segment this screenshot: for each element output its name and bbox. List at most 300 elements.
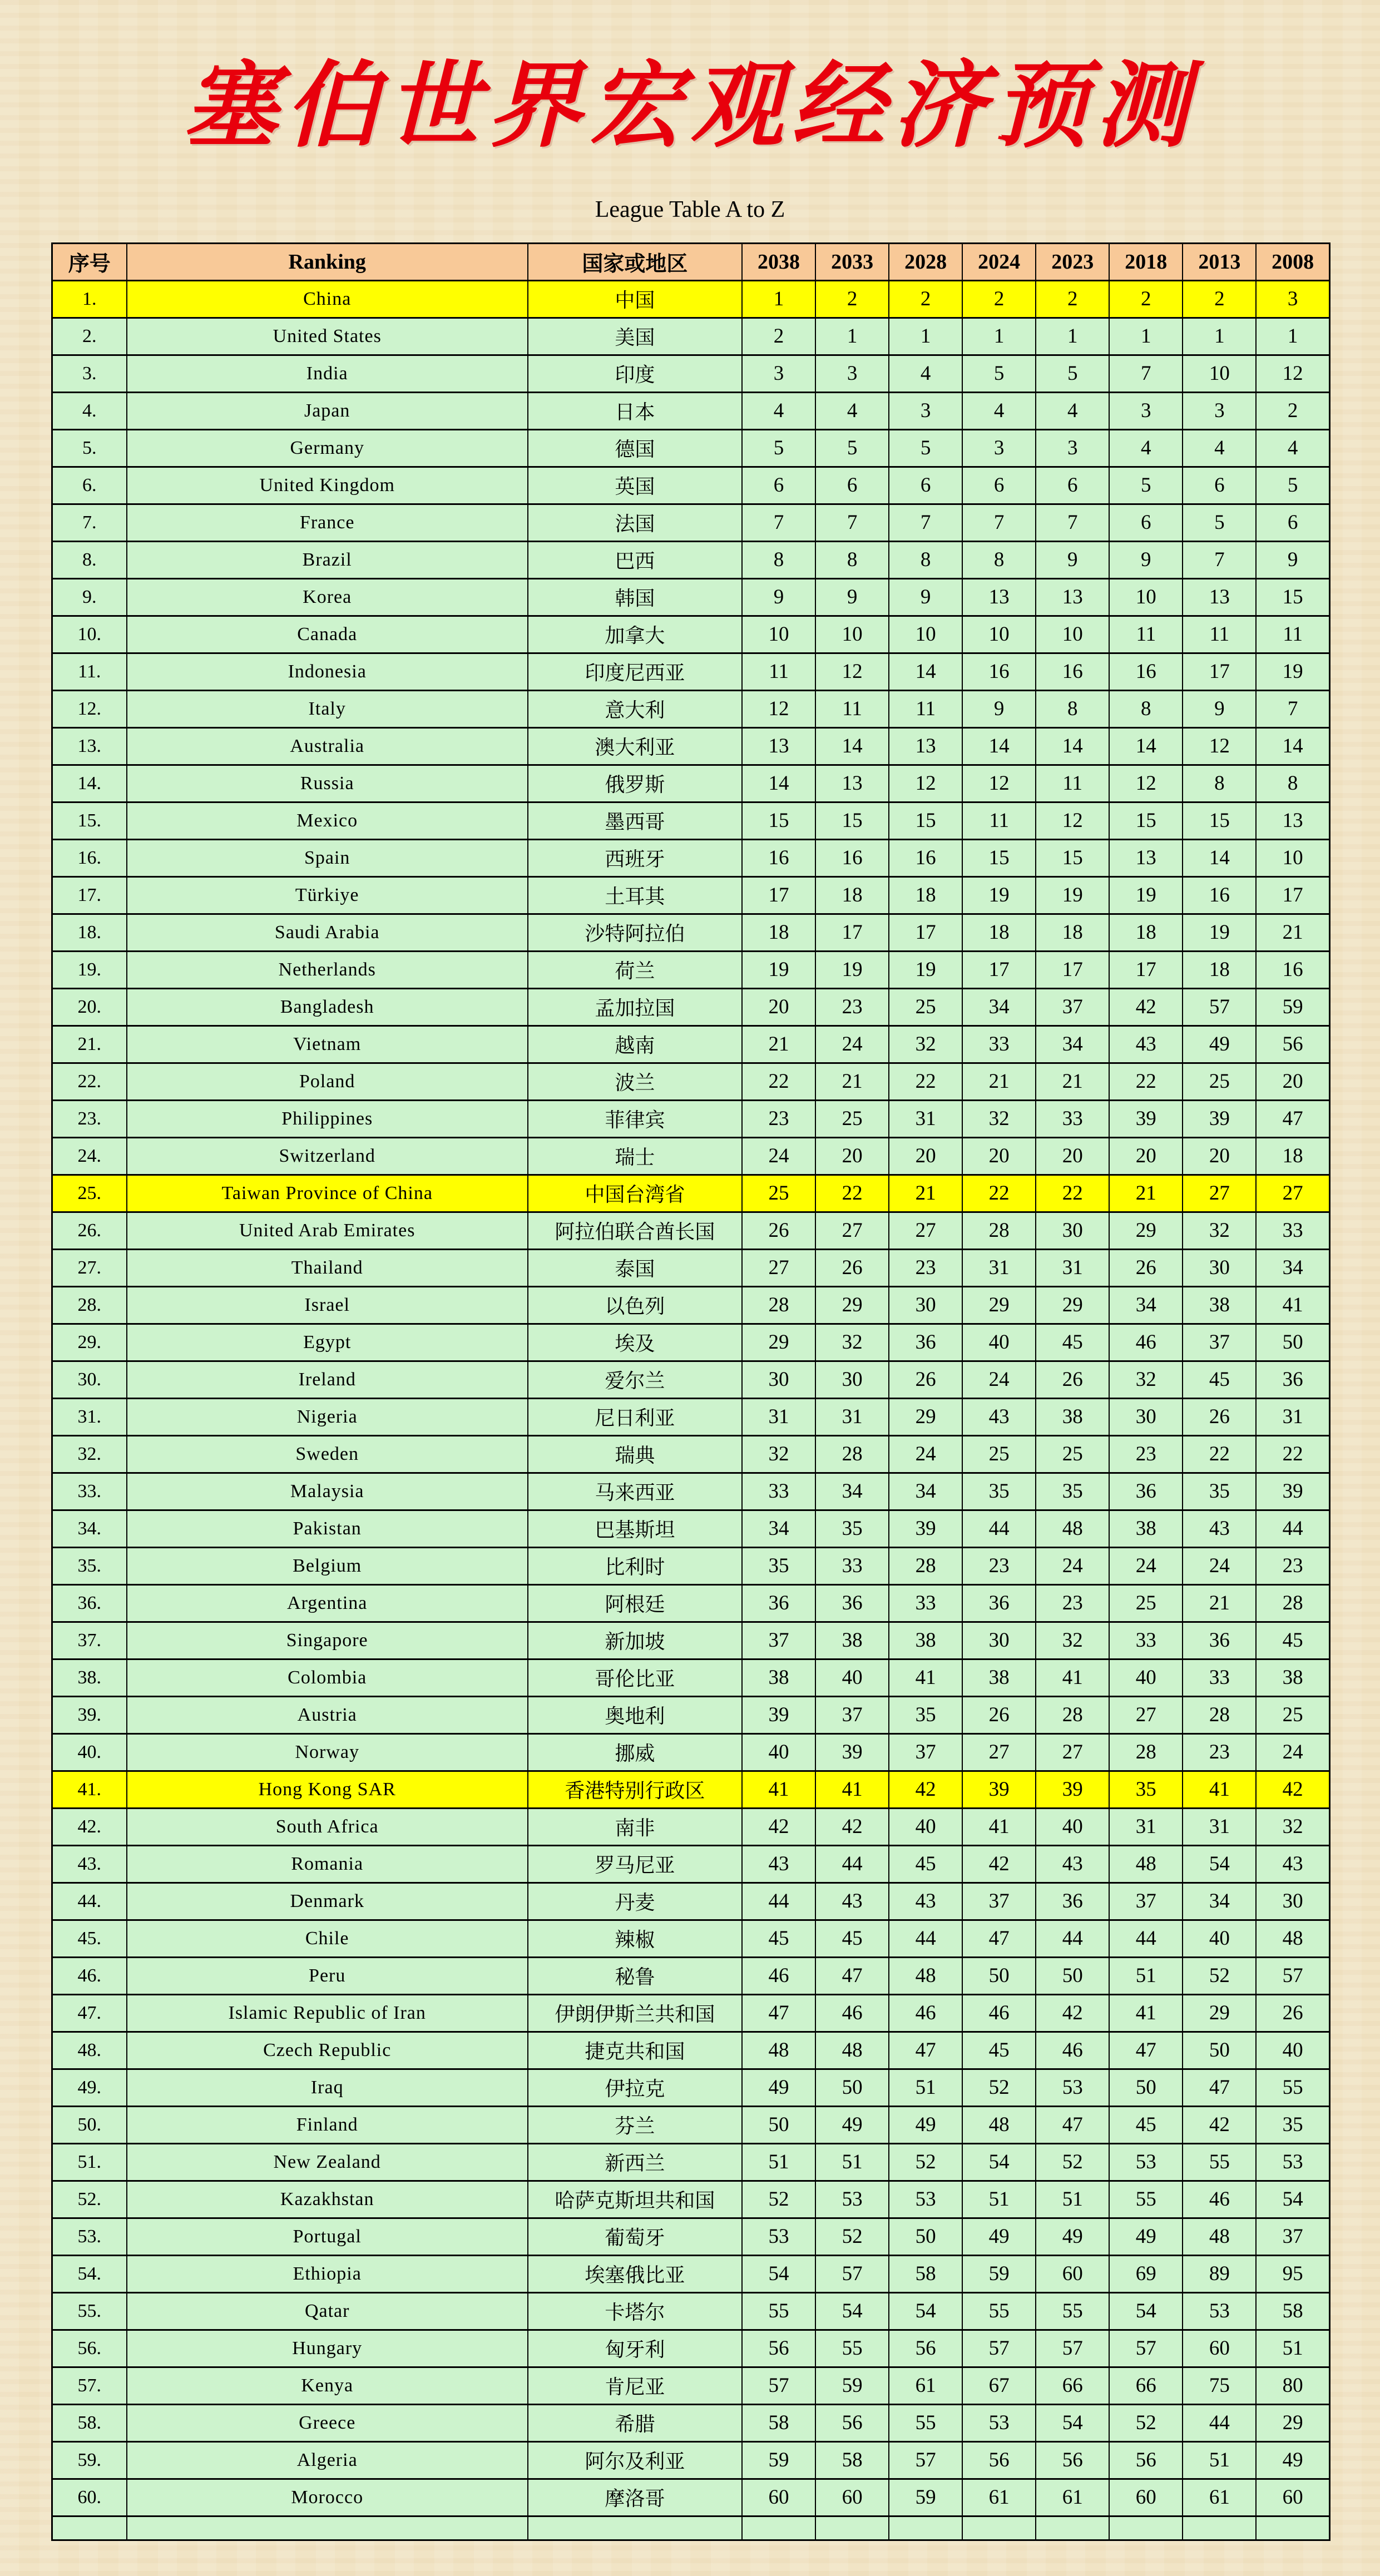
rank-value-cell: 20 xyxy=(962,1137,1036,1175)
rank-value-cell: 24 xyxy=(742,1137,815,1175)
rank-value-cell: 29 xyxy=(1256,2404,1329,2441)
rank-value-cell: 43 xyxy=(1183,1510,1256,1547)
rank-value-cell: 44 xyxy=(1183,2404,1256,2441)
rank-value-cell: 51 xyxy=(742,2143,815,2181)
rank-value-cell: 1 xyxy=(1036,318,1109,355)
country-zh-cell: 葡萄牙 xyxy=(528,2218,742,2255)
rank-value-cell: 42 xyxy=(962,1845,1036,1883)
country-zh-cell: 丹麦 xyxy=(528,1883,742,1920)
rank-value-cell: 75 xyxy=(1183,2367,1256,2404)
rank-value-cell: 53 xyxy=(742,2218,815,2255)
country-en-cell: Russia xyxy=(127,765,528,802)
rank-value-cell: 14 xyxy=(1109,727,1183,765)
row-index-cell: 33. xyxy=(52,1473,127,1510)
rank-value-cell: 26 xyxy=(742,1212,815,1249)
country-en-cell: Sweden xyxy=(127,1435,528,1473)
empty-cell xyxy=(52,2516,127,2540)
country-en-cell: Spain xyxy=(127,839,528,876)
country-zh-cell: 匈牙利 xyxy=(528,2330,742,2367)
rank-value-cell: 53 xyxy=(962,2404,1036,2441)
rank-value-cell: 10 xyxy=(742,616,815,653)
rank-value-cell: 37 xyxy=(1256,2218,1329,2255)
rank-value-cell: 57 xyxy=(1109,2330,1183,2367)
rank-value-cell: 6 xyxy=(1036,467,1109,504)
country-zh-cell: 泰国 xyxy=(528,1249,742,1286)
rank-value-cell: 2 xyxy=(962,280,1036,318)
country-zh-cell: 埃及 xyxy=(528,1324,742,1361)
row-index-cell: 2. xyxy=(52,318,127,355)
column-header: 序号 xyxy=(52,243,127,280)
rank-value-cell: 50 xyxy=(815,2069,889,2106)
rank-value-cell: 41 xyxy=(962,1808,1036,1845)
rank-value-cell: 11 xyxy=(742,653,815,690)
rank-value-cell: 35 xyxy=(962,1473,1036,1510)
country-zh-cell: 巴基斯坦 xyxy=(528,1510,742,1547)
rank-value-cell: 15 xyxy=(1183,802,1256,839)
rank-value-cell: 33 xyxy=(815,1547,889,1584)
rank-value-cell: 58 xyxy=(815,2441,889,2479)
rank-value-cell: 30 xyxy=(962,1622,1036,1659)
rank-value-cell: 1 xyxy=(742,280,815,318)
rank-value-cell: 3 xyxy=(1109,392,1183,429)
table-row xyxy=(52,1286,1330,1324)
country-zh-cell: 阿尔及利亚 xyxy=(528,2441,742,2479)
country-en-cell: Taiwan Province of China xyxy=(127,1175,528,1212)
rank-value-cell: 40 xyxy=(815,1659,889,1696)
rank-value-cell: 28 xyxy=(962,1212,1036,1249)
rank-value-cell: 33 xyxy=(1036,1100,1109,1137)
rank-value-cell: 48 xyxy=(1036,1510,1109,1547)
rank-value-cell: 59 xyxy=(889,2479,962,2516)
country-zh-cell: 印度尼西亚 xyxy=(528,653,742,690)
rank-value-cell: 20 xyxy=(1109,1137,1183,1175)
empty-cell xyxy=(1183,2516,1256,2540)
rank-value-cell: 21 xyxy=(1256,914,1329,951)
rank-value-cell: 18 xyxy=(1256,1137,1329,1175)
empty-cell xyxy=(815,2516,889,2540)
rank-value-cell: 12 xyxy=(1256,355,1329,392)
rank-value-cell: 48 xyxy=(815,2032,889,2069)
row-index-cell: 54. xyxy=(52,2255,127,2292)
rank-value-cell: 18 xyxy=(1036,914,1109,951)
country-zh-cell: 阿拉伯联合酋长国 xyxy=(528,1212,742,1249)
rank-value-cell: 51 xyxy=(815,2143,889,2181)
rank-value-cell: 23 xyxy=(815,988,889,1026)
row-index-cell: 6. xyxy=(52,467,127,504)
rank-value-cell: 13 xyxy=(1109,839,1183,876)
rank-value-cell: 54 xyxy=(889,2292,962,2330)
rank-value-cell: 27 xyxy=(1036,1733,1109,1771)
rank-value-cell: 15 xyxy=(815,802,889,839)
country-en-cell: Belgium xyxy=(127,1547,528,1584)
table-row xyxy=(52,2441,1330,2479)
country-en-cell: Indonesia xyxy=(127,653,528,690)
rank-value-cell: 15 xyxy=(1036,839,1109,876)
country-en-cell: Saudi Arabia xyxy=(127,914,528,951)
rank-value-cell: 10 xyxy=(1256,839,1329,876)
rank-value-cell: 19 xyxy=(1256,653,1329,690)
rank-value-cell: 42 xyxy=(1256,1771,1329,1808)
rank-value-cell: 1 xyxy=(1183,318,1256,355)
rank-value-cell: 5 xyxy=(1256,467,1329,504)
table-row xyxy=(52,467,1330,504)
rank-value-cell: 26 xyxy=(889,1361,962,1398)
rank-value-cell: 22 xyxy=(1109,1063,1183,1100)
rank-value-cell: 13 xyxy=(742,727,815,765)
rank-value-cell: 2 xyxy=(742,318,815,355)
rank-value-cell: 50 xyxy=(962,1957,1036,1994)
rank-value-cell: 40 xyxy=(889,1808,962,1845)
rank-value-cell: 34 xyxy=(889,1473,962,1510)
row-index-cell: 5. xyxy=(52,429,127,467)
rank-value-cell: 36 xyxy=(742,1584,815,1622)
row-index-cell: 1. xyxy=(52,280,127,318)
rank-value-cell: 20 xyxy=(889,1137,962,1175)
rank-value-cell: 13 xyxy=(1036,578,1109,616)
rank-value-cell: 29 xyxy=(889,1398,962,1435)
rank-value-cell: 16 xyxy=(815,839,889,876)
rank-value-cell: 9 xyxy=(1109,541,1183,578)
row-index-cell: 49. xyxy=(52,2069,127,2106)
empty-cell xyxy=(1109,2516,1183,2540)
rank-value-cell: 31 xyxy=(1036,1249,1109,1286)
rank-value-cell: 4 xyxy=(742,392,815,429)
row-index-cell: 40. xyxy=(52,1733,127,1771)
table-row xyxy=(52,1026,1330,1063)
table-row xyxy=(52,504,1330,541)
rank-value-cell: 9 xyxy=(815,578,889,616)
row-index-cell: 7. xyxy=(52,504,127,541)
rank-value-cell: 49 xyxy=(889,2106,962,2143)
rank-value-cell: 49 xyxy=(962,2218,1036,2255)
table-row xyxy=(52,951,1330,988)
rank-value-cell: 34 xyxy=(1109,1286,1183,1324)
rank-value-cell: 45 xyxy=(889,1845,962,1883)
rank-value-cell: 33 xyxy=(962,1026,1036,1063)
rank-value-cell: 28 xyxy=(1036,1696,1109,1733)
table-row xyxy=(52,1584,1330,1622)
rank-value-cell: 55 xyxy=(1036,2292,1109,2330)
rank-value-cell: 32 xyxy=(1256,1808,1329,1845)
rank-value-cell: 57 xyxy=(1256,1957,1329,1994)
rank-value-cell: 15 xyxy=(742,802,815,839)
rank-value-cell: 56 xyxy=(815,2404,889,2441)
country-en-cell: Egypt xyxy=(127,1324,528,1361)
rank-value-cell: 56 xyxy=(962,2441,1036,2479)
country-en-cell: France xyxy=(127,504,528,541)
rank-value-cell: 37 xyxy=(815,1696,889,1733)
rank-value-cell: 35 xyxy=(889,1696,962,1733)
table-row xyxy=(52,1175,1330,1212)
rank-value-cell: 23 xyxy=(1256,1547,1329,1584)
rank-value-cell: 19 xyxy=(1036,876,1109,914)
row-index-cell: 24. xyxy=(52,1137,127,1175)
rank-value-cell: 19 xyxy=(1183,914,1256,951)
rank-value-cell: 25 xyxy=(1036,1435,1109,1473)
row-index-cell: 43. xyxy=(52,1845,127,1883)
row-index-cell: 11. xyxy=(52,653,127,690)
row-index-cell: 32. xyxy=(52,1435,127,1473)
rank-value-cell: 9 xyxy=(962,690,1036,727)
rank-value-cell: 40 xyxy=(742,1733,815,1771)
rank-value-cell: 61 xyxy=(962,2479,1036,2516)
rank-value-cell: 19 xyxy=(962,876,1036,914)
rank-value-cell: 49 xyxy=(1036,2218,1109,2255)
rank-value-cell: 51 xyxy=(889,2069,962,2106)
rank-value-cell: 47 xyxy=(962,1920,1036,1957)
table-row xyxy=(52,2181,1330,2218)
rank-value-cell: 18 xyxy=(962,914,1036,951)
rank-value-cell: 18 xyxy=(742,914,815,951)
country-en-cell: India xyxy=(127,355,528,392)
rank-value-cell: 55 xyxy=(1256,2069,1329,2106)
country-en-cell: Finland xyxy=(127,2106,528,2143)
table-row xyxy=(52,876,1330,914)
rank-value-cell: 47 xyxy=(742,1994,815,2032)
country-en-cell: Romania xyxy=(127,1845,528,1883)
rank-value-cell: 34 xyxy=(1036,1026,1109,1063)
row-index-cell: 59. xyxy=(52,2441,127,2479)
rank-value-cell: 40 xyxy=(1109,1659,1183,1696)
rank-value-cell: 27 xyxy=(742,1249,815,1286)
rank-value-cell: 17 xyxy=(1036,951,1109,988)
rank-value-cell: 95 xyxy=(1256,2255,1329,2292)
rank-value-cell: 4 xyxy=(962,392,1036,429)
rank-value-cell: 27 xyxy=(1183,1175,1256,1212)
row-index-cell: 38. xyxy=(52,1659,127,1696)
rank-value-cell: 55 xyxy=(1183,2143,1256,2181)
table-row xyxy=(52,2069,1330,2106)
country-en-cell: Australia xyxy=(127,727,528,765)
rank-value-cell: 35 xyxy=(1256,2106,1329,2143)
rank-value-cell: 16 xyxy=(1183,876,1256,914)
table-row xyxy=(52,1920,1330,1957)
rank-value-cell: 8 xyxy=(1036,690,1109,727)
rank-value-cell: 38 xyxy=(1109,1510,1183,1547)
rank-value-cell: 33 xyxy=(1183,1659,1256,1696)
rank-value-cell: 22 xyxy=(1036,1175,1109,1212)
rank-value-cell: 35 xyxy=(1109,1771,1183,1808)
rank-value-cell: 57 xyxy=(815,2255,889,2292)
rank-value-cell: 5 xyxy=(889,429,962,467)
rank-value-cell: 11 xyxy=(1183,616,1256,653)
rank-value-cell: 2 xyxy=(1183,280,1256,318)
rank-value-cell: 14 xyxy=(1183,839,1256,876)
rank-value-cell: 27 xyxy=(1109,1696,1183,1733)
rank-value-cell: 30 xyxy=(1256,1883,1329,1920)
table-row xyxy=(52,1622,1330,1659)
rank-value-cell: 53 xyxy=(1036,2069,1109,2106)
row-index-cell: 26. xyxy=(52,1212,127,1249)
empty-cell xyxy=(1256,2516,1329,2540)
row-index-cell: 4. xyxy=(52,392,127,429)
rank-value-cell: 50 xyxy=(1256,1324,1329,1361)
rank-value-cell: 1 xyxy=(815,318,889,355)
table-row xyxy=(52,1845,1330,1883)
row-index-cell: 46. xyxy=(52,1957,127,1994)
rank-value-cell: 12 xyxy=(1183,727,1256,765)
rank-value-cell: 44 xyxy=(962,1510,1036,1547)
country-en-cell: United States xyxy=(127,318,528,355)
rank-value-cell: 34 xyxy=(962,988,1036,1026)
rank-value-cell: 31 xyxy=(889,1100,962,1137)
rank-value-cell: 39 xyxy=(1036,1771,1109,1808)
rank-value-cell: 3 xyxy=(962,429,1036,467)
rank-value-cell: 10 xyxy=(1036,616,1109,653)
table-row xyxy=(52,2143,1330,2181)
country-zh-cell: 印度 xyxy=(528,355,742,392)
rank-value-cell: 16 xyxy=(1109,653,1183,690)
rank-value-cell: 30 xyxy=(815,1361,889,1398)
rank-value-cell: 22 xyxy=(962,1175,1036,1212)
rank-value-cell: 42 xyxy=(1183,2106,1256,2143)
row-index-cell: 22. xyxy=(52,1063,127,1100)
empty-cell xyxy=(127,2516,528,2540)
rank-value-cell: 46 xyxy=(1036,2032,1109,2069)
rank-value-cell: 19 xyxy=(1109,876,1183,914)
rank-value-cell: 43 xyxy=(1036,1845,1109,1883)
rank-value-cell: 1 xyxy=(1256,318,1329,355)
empty-cell xyxy=(1036,2516,1109,2540)
page-title: 塞伯世界宏观经济预测 xyxy=(184,55,1196,158)
rank-value-cell: 39 xyxy=(742,1696,815,1733)
rank-value-cell: 29 xyxy=(1036,1286,1109,1324)
row-index-cell: 17. xyxy=(52,876,127,914)
rank-value-cell: 2 xyxy=(815,280,889,318)
rank-value-cell: 31 xyxy=(1256,1398,1329,1435)
rank-value-cell: 52 xyxy=(815,2218,889,2255)
rank-value-cell: 6 xyxy=(1109,504,1183,541)
rank-value-cell: 48 xyxy=(742,2032,815,2069)
row-index-cell: 52. xyxy=(52,2181,127,2218)
country-zh-cell: 中国 xyxy=(528,280,742,318)
rank-value-cell: 8 xyxy=(742,541,815,578)
rank-value-cell: 30 xyxy=(1109,1398,1183,1435)
rank-value-cell: 41 xyxy=(889,1659,962,1696)
column-header: 2023 xyxy=(1036,243,1109,280)
row-index-cell: 37. xyxy=(52,1622,127,1659)
rank-value-cell: 31 xyxy=(962,1249,1036,1286)
rank-value-cell: 31 xyxy=(742,1398,815,1435)
rank-value-cell: 52 xyxy=(962,2069,1036,2106)
rank-value-cell: 60 xyxy=(1256,2479,1329,2516)
rank-value-cell: 25 xyxy=(889,988,962,1026)
row-index-cell: 29. xyxy=(52,1324,127,1361)
rank-value-cell: 57 xyxy=(889,2441,962,2479)
country-en-cell: Hong Kong SAR xyxy=(127,1771,528,1808)
row-index-cell: 10. xyxy=(52,616,127,653)
rank-value-cell: 4 xyxy=(815,392,889,429)
rank-value-cell: 16 xyxy=(1256,951,1329,988)
rank-value-cell: 53 xyxy=(1256,2143,1329,2181)
rank-value-cell: 32 xyxy=(815,1324,889,1361)
country-en-cell: South Africa xyxy=(127,1808,528,1845)
rank-value-cell: 44 xyxy=(1036,1920,1109,1957)
rank-value-cell: 6 xyxy=(1256,504,1329,541)
rank-value-cell: 21 xyxy=(889,1175,962,1212)
rank-value-cell: 53 xyxy=(815,2181,889,2218)
row-index-cell: 8. xyxy=(52,541,127,578)
rank-value-cell: 43 xyxy=(1256,1845,1329,1883)
rank-value-cell: 55 xyxy=(962,2292,1036,2330)
rank-value-cell: 28 xyxy=(889,1547,962,1584)
row-index-cell: 21. xyxy=(52,1026,127,1063)
rank-value-cell: 42 xyxy=(889,1771,962,1808)
country-en-cell: Morocco xyxy=(127,2479,528,2516)
country-zh-cell: 以色列 xyxy=(528,1286,742,1324)
table-row xyxy=(52,1883,1330,1920)
country-zh-cell: 加拿大 xyxy=(528,616,742,653)
rank-value-cell: 6 xyxy=(815,467,889,504)
rank-value-cell: 54 xyxy=(962,2143,1036,2181)
rank-value-cell: 22 xyxy=(889,1063,962,1100)
country-en-cell: New Zealand xyxy=(127,2143,528,2181)
rank-value-cell: 3 xyxy=(742,355,815,392)
country-zh-cell: 阿根廷 xyxy=(528,1584,742,1622)
table-row xyxy=(52,578,1330,616)
rank-value-cell: 8 xyxy=(1183,765,1256,802)
rank-value-cell: 8 xyxy=(1109,690,1183,727)
country-zh-cell: 挪威 xyxy=(528,1733,742,1771)
rank-value-cell: 17 xyxy=(815,914,889,951)
rank-value-cell: 5 xyxy=(1109,467,1183,504)
rank-value-cell: 12 xyxy=(1036,802,1109,839)
rank-value-cell: 23 xyxy=(742,1100,815,1137)
rank-value-cell: 60 xyxy=(1036,2255,1109,2292)
country-en-cell: Netherlands xyxy=(127,951,528,988)
country-en-cell: Chile xyxy=(127,1920,528,1957)
table-row xyxy=(52,1398,1330,1435)
rank-value-cell: 52 xyxy=(742,2181,815,2218)
country-zh-cell: 尼日利亚 xyxy=(528,1398,742,1435)
rank-value-cell: 52 xyxy=(1109,2404,1183,2441)
country-zh-cell: 法国 xyxy=(528,504,742,541)
country-en-cell: Czech Republic xyxy=(127,2032,528,2069)
rank-value-cell: 28 xyxy=(1183,1696,1256,1733)
rank-value-cell: 20 xyxy=(815,1137,889,1175)
table-row xyxy=(52,1100,1330,1137)
table-row xyxy=(52,2292,1330,2330)
rank-value-cell: 9 xyxy=(1256,541,1329,578)
table-row xyxy=(52,1771,1330,1808)
rank-value-cell: 42 xyxy=(1109,988,1183,1026)
rank-value-cell: 2 xyxy=(1036,280,1109,318)
rank-value-cell: 26 xyxy=(962,1696,1036,1733)
rank-value-cell: 59 xyxy=(742,2441,815,2479)
column-header: 2008 xyxy=(1256,243,1329,280)
country-zh-cell: 西班牙 xyxy=(528,839,742,876)
rank-value-cell: 4 xyxy=(1183,429,1256,467)
rank-value-cell: 29 xyxy=(742,1324,815,1361)
rank-value-cell: 11 xyxy=(962,802,1036,839)
rank-value-cell: 16 xyxy=(742,839,815,876)
rank-value-cell: 49 xyxy=(1109,2218,1183,2255)
rank-value-cell: 1 xyxy=(1109,318,1183,355)
rank-value-cell: 5 xyxy=(962,355,1036,392)
country-en-cell: Greece xyxy=(127,2404,528,2441)
rank-value-cell: 46 xyxy=(742,1957,815,1994)
country-en-cell: Norway xyxy=(127,1733,528,1771)
rank-value-cell: 44 xyxy=(1256,1510,1329,1547)
rank-value-cell: 57 xyxy=(1183,988,1256,1026)
rank-value-cell: 44 xyxy=(815,1845,889,1883)
rank-value-cell: 50 xyxy=(1183,2032,1256,2069)
rank-value-cell: 18 xyxy=(889,876,962,914)
rank-value-cell: 45 xyxy=(815,1920,889,1957)
rank-value-cell: 37 xyxy=(889,1733,962,1771)
rank-value-cell: 60 xyxy=(1183,2330,1256,2367)
rank-value-cell: 4 xyxy=(889,355,962,392)
